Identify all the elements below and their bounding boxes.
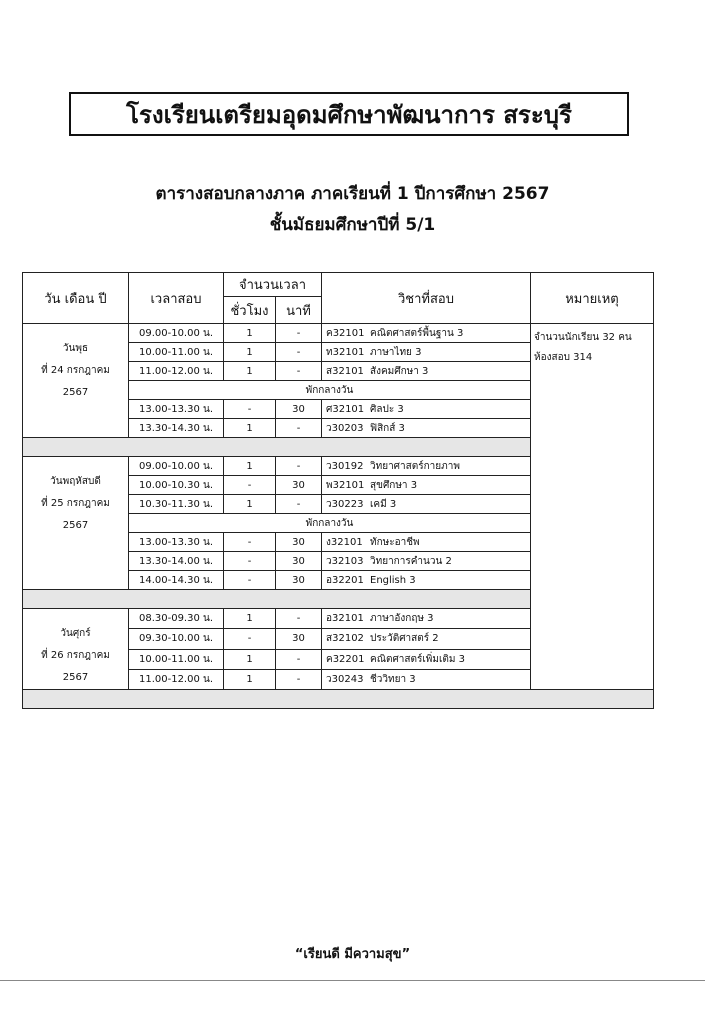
exam-hours: - — [224, 629, 276, 649]
subject-name: สังคมศึกษา 3 — [370, 365, 429, 377]
subject-code: ค32201 — [326, 653, 365, 665]
exam-hours: 1 — [224, 324, 276, 343]
exam-time: 09.00-10.00 น. — [129, 324, 224, 343]
exam-subject-cell — [322, 571, 531, 590]
subject-code: ว32103 — [326, 555, 364, 567]
exam-minutes: 30 — [276, 629, 322, 649]
exam-minutes: - — [276, 419, 322, 438]
day-name: วันพุธ — [62, 343, 89, 354]
exam-subject-cell — [322, 629, 531, 649]
subject-code: ศ32101 — [326, 403, 365, 415]
exam-subject-cell — [322, 649, 531, 669]
exam-hours: 1 — [224, 419, 276, 438]
lunch-break-label: พักกลางวัน — [129, 514, 531, 533]
day-cell — [23, 609, 129, 690]
class-level: ชั้นมัธยมศึกษาปีที่ 5/1 — [269, 215, 436, 235]
exam-subject-cell — [322, 400, 531, 419]
header-minutes: นาที — [276, 297, 322, 324]
header-remark: หมายเหตุ — [531, 273, 654, 324]
day-separator-row — [23, 690, 654, 709]
exam-time: 09.00-10.00 น. — [129, 457, 224, 476]
exam-time: 08.30-09.30 น. — [129, 609, 224, 629]
subject-code: ว30192 — [326, 460, 364, 472]
day-year: 2567 — [62, 387, 89, 398]
subject-name: คณิตศาสตร์เพิ่มเติม 3 — [370, 653, 466, 665]
exam-title: ตารางสอบกลางภาค ภาคเรียนที่ 1 ปีการศึกษา 2567 — [155, 184, 550, 204]
exam-hours: 1 — [224, 649, 276, 669]
subject-name: คณิตศาสตร์พื้นฐาน 3 — [370, 327, 464, 339]
day-year: 2567 — [62, 672, 89, 683]
separator-cell — [23, 590, 531, 609]
school-slogan: “เรียนดี มีความสุข” — [294, 947, 411, 962]
subject-code: ส32102 — [326, 633, 364, 645]
subject-code: อ32101 — [326, 613, 364, 625]
subject-name: ทักษะอาชีพ — [370, 536, 420, 548]
subject-code: พ32101 — [326, 479, 365, 491]
exam-subject-cell — [322, 362, 531, 381]
subject-code: ง32101 — [326, 536, 363, 548]
exam-hours: 1 — [224, 457, 276, 476]
exam-hours: - — [224, 400, 276, 419]
exam-hours: 1 — [224, 669, 276, 689]
exam-time: 11.00-12.00 น. — [129, 669, 224, 689]
exam-minutes: 30 — [276, 571, 322, 590]
exam-time: 10.00-11.00 น. — [129, 649, 224, 669]
exam-time: 09.30-10.00 น. — [129, 629, 224, 649]
subject-name: ภาษาไทย 3 — [370, 346, 422, 358]
exam-time: 11.00-12.00 น. — [129, 362, 224, 381]
subject-name: ชีววิทยา 3 — [370, 673, 416, 685]
exam-minutes: - — [276, 343, 322, 362]
exam-row — [23, 324, 654, 343]
header-time: เวลาสอบ — [129, 273, 224, 324]
exam-subject-cell — [322, 419, 531, 438]
exam-subject-cell — [322, 552, 531, 571]
school-name: โรงเรียนเตรียมอุดมศึกษาพัฒนาการ สระบุรี — [126, 100, 572, 129]
header-date: วัน เดือน ปี — [23, 273, 129, 324]
exam-subject-cell — [322, 324, 531, 343]
day-date: ที่ 26 กรกฎาคม — [41, 650, 110, 661]
exam-minutes: - — [276, 324, 322, 343]
day-cell — [23, 324, 129, 438]
exam-hours: 1 — [224, 343, 276, 362]
subject-code: ว30243 — [326, 673, 364, 685]
exam-minutes: - — [276, 669, 322, 689]
exam-time: 13.00-13.30 น. — [129, 400, 224, 419]
exam-minutes: - — [276, 362, 322, 381]
exam-time: 10.30-11.30 น. — [129, 495, 224, 514]
subject-code: อ32201 — [326, 574, 364, 586]
exam-subject-cell — [322, 343, 531, 362]
day-name: วันศุกร์ — [60, 628, 91, 639]
lunch-break-label: พักกลางวัน — [129, 381, 531, 400]
exam-subject-cell — [322, 457, 531, 476]
footer-divider — [0, 980, 705, 981]
subject-code: ท32101 — [326, 346, 365, 358]
subject-name: ประวัติศาสตร์ 2 — [370, 633, 439, 645]
schedule-body — [23, 324, 654, 709]
exam-minutes: - — [276, 495, 322, 514]
subject-code: ส32101 — [326, 365, 364, 377]
day-name: วันพฤหัสบดี — [50, 476, 101, 487]
exam-time: 13.30-14.00 น. — [129, 552, 224, 571]
remark-room: ห้องสอบ 314 — [534, 352, 593, 363]
exam-minutes: 30 — [276, 400, 322, 419]
header-subject: วิชาที่สอบ — [322, 273, 531, 324]
separator-cell — [23, 438, 531, 457]
exam-hours: - — [224, 476, 276, 495]
exam-hours: - — [224, 552, 276, 571]
subject-code: ว30203 — [326, 422, 364, 434]
exam-minutes: - — [276, 649, 322, 669]
day-date: ที่ 25 กรกฎาคม — [41, 498, 110, 509]
header-hours: ชั่วโมง — [224, 297, 276, 324]
school-name-box — [69, 92, 629, 136]
exam-minutes: 30 — [276, 476, 322, 495]
exam-subject-cell — [322, 533, 531, 552]
subject-name: สุขศึกษา 3 — [370, 479, 418, 491]
remark-cell — [531, 324, 654, 690]
exam-minutes: 30 — [276, 552, 322, 571]
exam-subject-cell — [322, 609, 531, 629]
remark-students: จำนวนนักเรียน 32 คน — [534, 332, 632, 343]
exam-hours: - — [224, 533, 276, 552]
day-date: ที่ 24 กรกฎาคม — [41, 365, 110, 376]
exam-time: 13.00-13.30 น. — [129, 533, 224, 552]
exam-minutes: - — [276, 609, 322, 629]
exam-subject-cell — [322, 476, 531, 495]
subject-name: ภาษาอังกฤษ 3 — [370, 613, 434, 625]
exam-subject-cell — [322, 495, 531, 514]
subject-name: เคมี 3 — [370, 498, 397, 510]
exam-minutes: 30 — [276, 533, 322, 552]
separator-cell — [23, 690, 654, 709]
exam-time: 13.30-14.30 น. — [129, 419, 224, 438]
subject-name: วิทยาศาสตร์กายภาพ — [370, 460, 460, 472]
exam-time: 10.00-11.00 น. — [129, 343, 224, 362]
subject-code: ว30223 — [326, 498, 364, 510]
subject-name: ฟิสิกส์ 3 — [370, 422, 405, 434]
exam-time: 10.00-10.30 น. — [129, 476, 224, 495]
header-duration: จำนวนเวลา — [224, 273, 322, 297]
exam-schedule-table — [22, 272, 654, 709]
exam-minutes: - — [276, 457, 322, 476]
subject-code: ค32101 — [326, 327, 365, 339]
exam-hours: - — [224, 571, 276, 590]
exam-hours: 1 — [224, 609, 276, 629]
day-year: 2567 — [62, 520, 89, 531]
exam-hours: 1 — [224, 362, 276, 381]
exam-time: 14.00-14.30 น. — [129, 571, 224, 590]
subject-name: ศิลปะ 3 — [370, 403, 404, 415]
exam-hours: 1 — [224, 495, 276, 514]
day-cell — [23, 457, 129, 590]
subject-name: English 3 — [370, 574, 416, 586]
subject-name: วิทยาการคำนวน 2 — [370, 555, 452, 567]
exam-subject-cell — [322, 669, 531, 689]
